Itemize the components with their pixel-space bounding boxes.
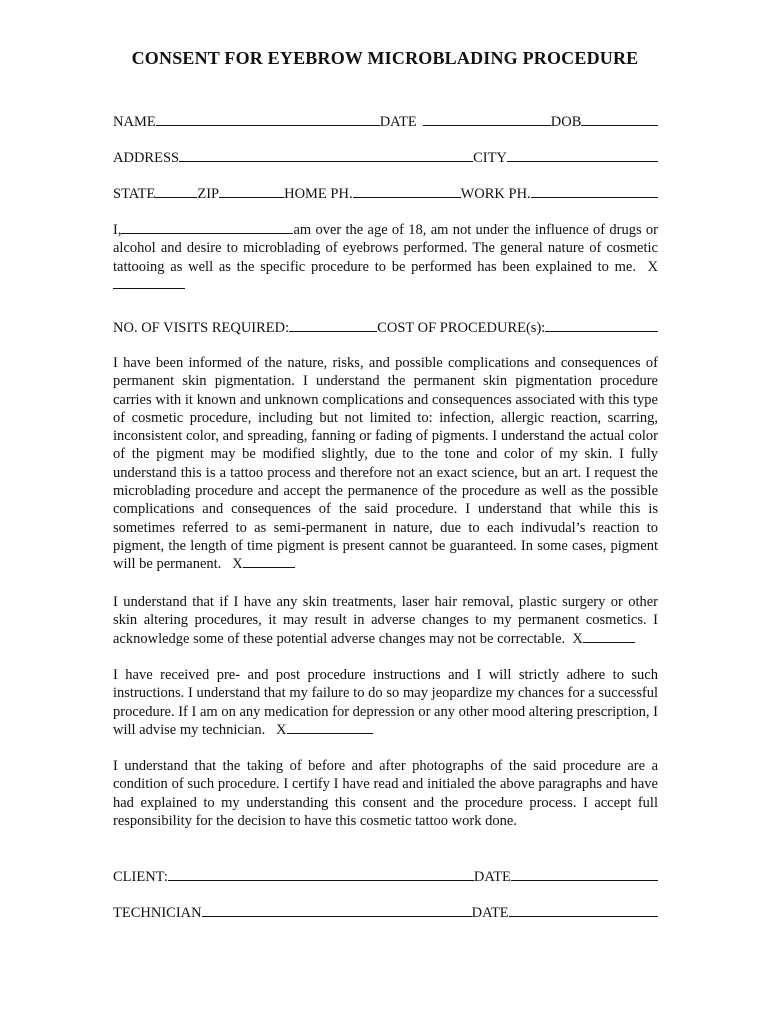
name-label: NAME	[113, 114, 156, 130]
acceptance-text: I understand that the taking of before and after photographs of the said procedure are a condition of such procedure. I certify I have read and initialed the above paragraphs and have had explained to my understanding this consent and the procedure process. I accept full responsibility for the decision to have this cosmetic tattoo work done.	[113, 758, 658, 829]
intro-initial-field[interactable]	[113, 276, 185, 289]
instructions-paragraph	[113, 666, 658, 739]
personal-info-row	[113, 112, 658, 131]
client-date-label: DATE	[473, 869, 511, 885]
intro-prefix: I,	[113, 222, 122, 238]
state-field[interactable]	[155, 184, 197, 198]
intro-text: am over the age of 18, am not under the influence of drugs or alcohol and desire to microblading of eyebrows performed. The general nature of cosmetic tattooing as well as the specific procedure to be performed has been explained to me.	[113, 222, 658, 275]
home-phone-field[interactable]	[353, 184, 461, 198]
instructions-text: I have received pre- and post procedure instructions and I will strictly adhere to such instructions. I understand that my failure to do so may jeopardize my chances for a successful procedure. If I am on any medication for depression or any other mood altering prescription, I will advise my technician.	[113, 667, 658, 738]
instructions-initial-field[interactable]	[287, 721, 373, 734]
zip-field[interactable]	[219, 184, 284, 198]
skin-treatment-initial-field[interactable]	[583, 630, 635, 643]
risks-paragraph	[113, 354, 658, 574]
cost-label: COST OF PROCEDURE(s):	[377, 320, 546, 336]
technician-date-field[interactable]	[509, 903, 658, 917]
date-field[interactable]	[423, 112, 551, 126]
skin-treatment-initial-mark: X	[572, 630, 583, 647]
city-label: CITY	[473, 150, 507, 166]
intro-paragraph	[113, 221, 658, 294]
cost-field[interactable]	[545, 318, 658, 332]
visits-label: NO. OF VISITS REQUIRED:	[113, 320, 290, 336]
document-title: CONSENT FOR EYEBROW MICROBLADING PROCEDURE	[131, 48, 639, 68]
dob-field[interactable]	[581, 112, 658, 126]
address-label: ADDRESS	[113, 150, 180, 166]
instructions-initial-mark: X	[276, 721, 287, 738]
acceptance-paragraph	[113, 757, 658, 830]
technician-signature-row	[113, 903, 658, 922]
visits-field[interactable]	[289, 318, 377, 332]
home-phone-label: HOME PH.	[284, 186, 353, 202]
client-name-field[interactable]	[121, 221, 293, 234]
date-label: DATE	[379, 114, 417, 130]
risks-initial-mark: X	[232, 556, 243, 573]
client-signature-row	[113, 867, 658, 886]
state-label: STATE	[113, 186, 156, 202]
address-field[interactable]	[179, 148, 473, 162]
technician-date-label: DATE	[471, 905, 509, 921]
address-row	[113, 148, 658, 167]
skin-treatment-paragraph	[113, 593, 658, 648]
client-date-field[interactable]	[511, 867, 658, 881]
client-label: CLIENT:	[113, 869, 168, 885]
contact-row	[113, 184, 658, 203]
zip-label: ZIP	[197, 186, 220, 202]
risks-initial-field[interactable]	[243, 555, 295, 568]
work-phone-field[interactable]	[531, 184, 658, 198]
risks-text: I have been informed of the nature, risks, and possible complications and consequences of permanent skin pigmentation. I understand the permanent skin pigmentation procedure carries with it known and unknown complications and consequences associated with this type of cosmetic procedure, including but not limited to: infection, allergic reaction, scarring, inconsistent color, and spreading, fanning or fading of pigments. I understand the actual color of the pigment may be modified slightly, due to the tone and color of my skin. I fully understand this is a tattoo process and therefore not an exact science, but an art. I request the microblading procedure and accept the permanence of the procedure as well as the possible complications and consequences of the said procedure. I understand that while this is sometimes referred to as semi-permanent in nature, due to each indivudal’s reaction to pigment, the length of time pigment is present cannot be guaranteed. In some cases, pigment will be permanent.	[113, 355, 658, 573]
visits-row	[113, 318, 658, 337]
dob-label: DOB	[550, 114, 582, 130]
client-signature-field[interactable]	[168, 867, 474, 881]
technician-signature-field[interactable]	[202, 903, 472, 917]
name-field[interactable]	[156, 112, 380, 126]
intro-initial-mark: X	[647, 258, 658, 275]
technician-label: TECHNICIAN	[113, 905, 202, 921]
skin-treatment-text: I understand that if I have any skin treatments, laser hair removal, plastic surgery or other skin altering procedures, it may result in adverse changes to my permanent cosmetics. I acknowledge some of these potential adverse changes may not be correctable.	[113, 594, 658, 647]
work-phone-label: WORK PH.	[460, 186, 531, 202]
city-field[interactable]	[507, 148, 658, 162]
